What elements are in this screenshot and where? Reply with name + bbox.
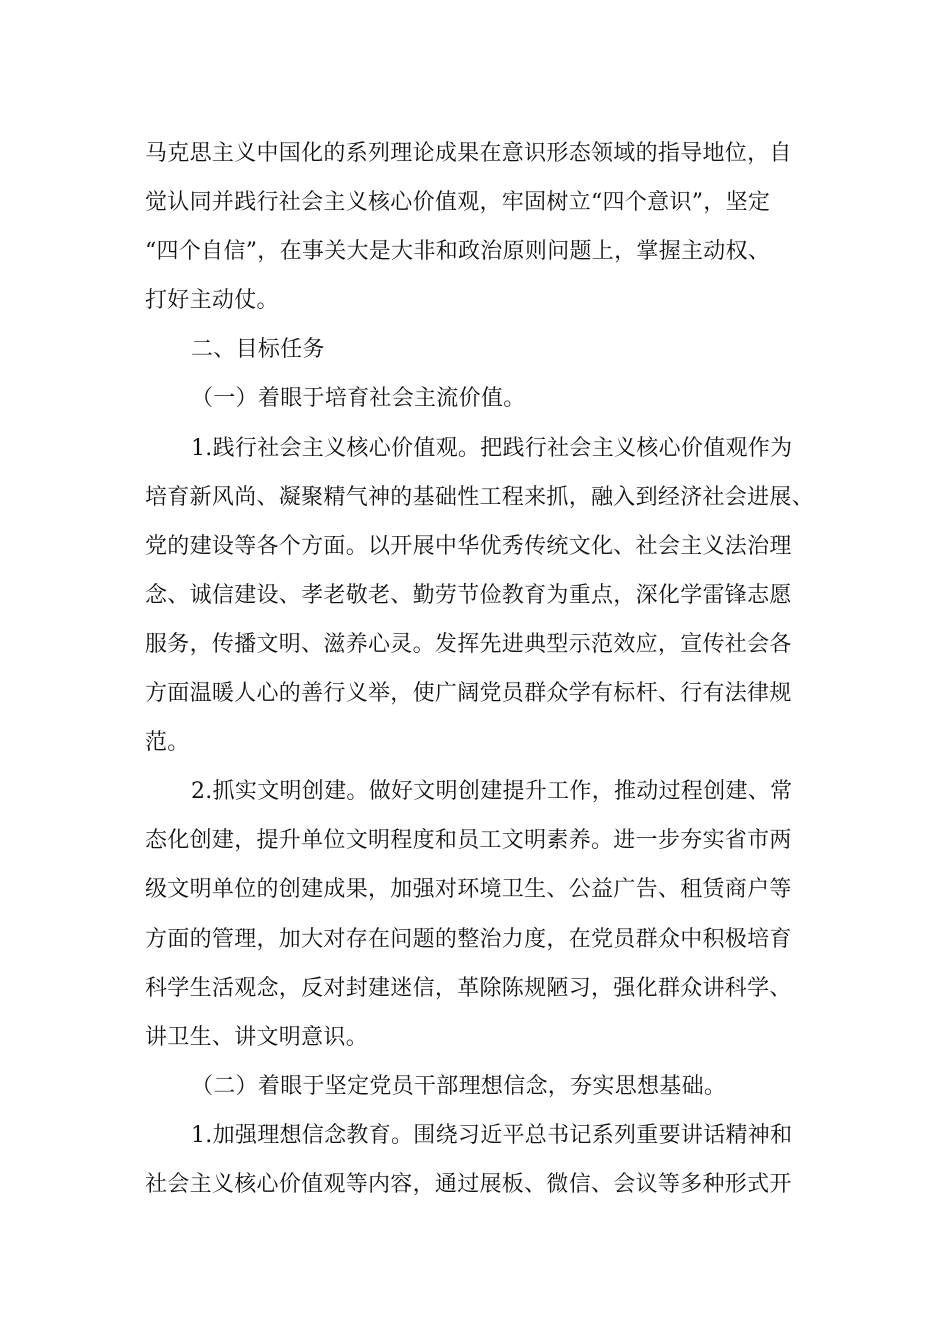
paragraph-first-line: 1.践行社会主义核心价值观。把践行社会主义核心价值观作为 — [191, 435, 793, 461]
text-line: 觉认同并践行社会主义核心价值观，牢固树立“四个意识”，坚定 — [145, 190, 771, 216]
text-line: 培育新风尚、凝聚精气神的基础性工程来抓，融入到经济社会进展、 — [145, 484, 815, 510]
text-line: 级文明单位的创建成果，加强对环境卫生、公益广告、租赁商户等 — [145, 877, 792, 903]
subsection-heading: （一）着眼于培育社会主流价值。 — [191, 386, 526, 412]
section-heading: 二、目标任务 — [191, 337, 325, 363]
text-line: 科学生活观念，反对封建迷信，革除陈规陋习，强化群众讲科学、 — [145, 975, 792, 1001]
paragraph-first-line: 1.加强理想信念教育。围绕习近平总书记系列重要讲话精神和 — [191, 1122, 793, 1148]
text-line: 服务，传播文明、滋养心灵。发挥先进典型示范效应，宣传社会各 — [145, 631, 792, 657]
text-line: 范。 — [145, 730, 190, 756]
text-line: 打好主动仗。 — [145, 288, 279, 314]
paragraph-first-line: 2.抓实文明创建。做好文明创建提升工作，推动过程创建、常 — [191, 779, 793, 805]
text-line: 念、诚信建设、孝老敬老、勤劳节俭教育为重点，深化学雷锋志愿 — [145, 582, 792, 608]
text-line: 讲卫生、讲文明意识。 — [145, 1024, 369, 1050]
text-line: 方面温暖人心的善行义举，使广阔党员群众学有标杆、行有法律规 — [145, 681, 792, 707]
text-line: 社会主义核心价值观等内容，通过展板、微信、会议等多种形式开 — [145, 1171, 792, 1197]
text-line: 党的建设等各个方面。以开展中华优秀传统文化、社会主义法治理 — [145, 533, 792, 559]
document-body — [145, 129, 815, 1209]
subsection-heading: （二）着眼于坚定党员干部理想信念，夯实思想基础。 — [191, 1073, 727, 1099]
text-line: 方面的管理，加大对存在问题的整治力度，在党员群众中积极培育 — [145, 926, 792, 952]
text-line: 马克思主义中国化的系列理论成果在意识形态领域的指导地位，自 — [145, 141, 792, 166]
text-line: 态化创建，提升单位文明程度和员工文明素养。进一步夯实省市两 — [145, 828, 792, 854]
text-line: “四个自信”，在事关大是大非和政治原则问题上，掌握主动权、 — [145, 239, 771, 265]
